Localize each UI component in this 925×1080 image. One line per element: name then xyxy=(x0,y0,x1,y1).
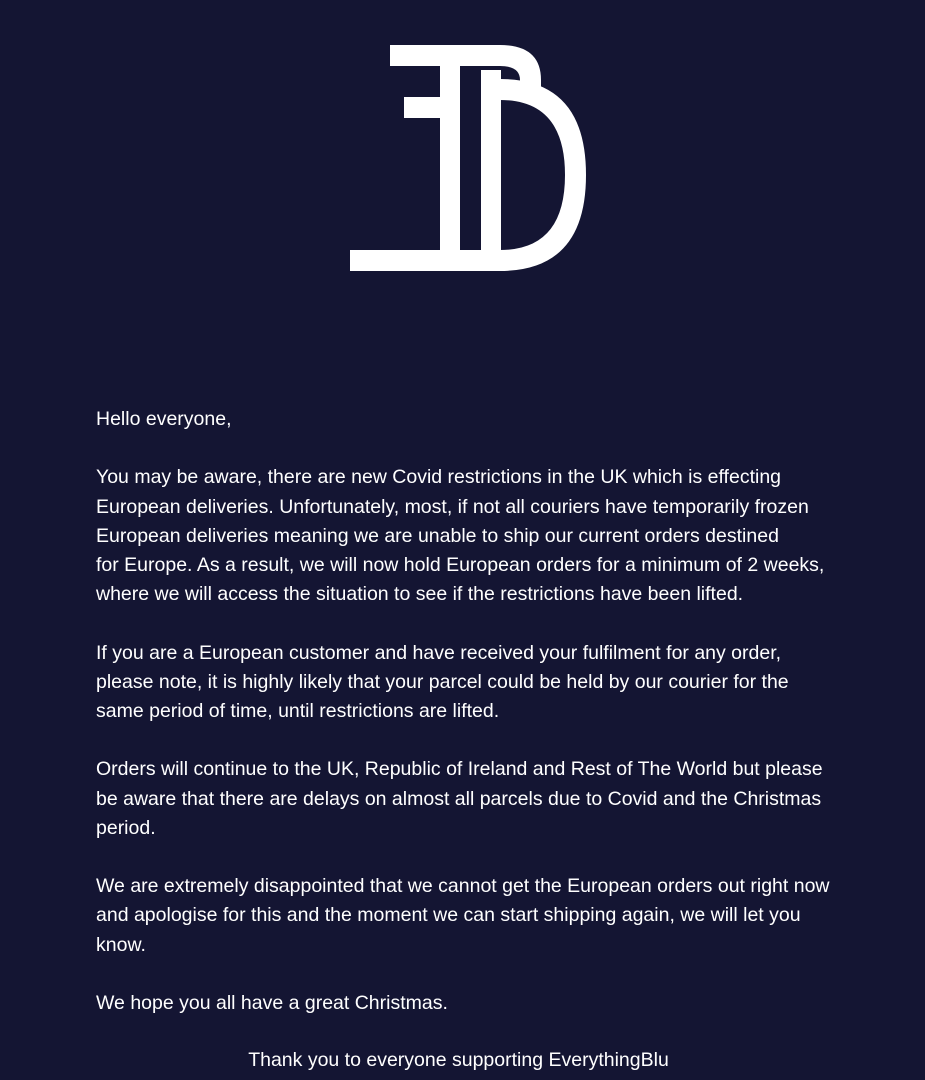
paragraph-christmas-wish: We hope you all have a great Christmas. xyxy=(96,991,448,1014)
signoff-text: Thank you to everyone supporting EverythingBlu xyxy=(248,1049,669,1071)
paragraph-other-orders: Orders will continue to the UK, Republic of Ireland and Rest of The World but please be aware that there are delays on almost all parcels due to Covid and the Christmas period. xyxy=(96,758,823,839)
paragraph-european-customers: If you are a European customer and have received your fulfilment for any order, please note, it is highly likely that your parcel could be held by our courier for the same period of time, until restrictions are lifted. xyxy=(96,641,789,722)
signoff xyxy=(0,1046,925,1075)
paragraph-apology: We are extremely disappointed that we cannot get the European orders out right now and apologise for this and the moment we can start shipping again, we will let you know. xyxy=(96,875,830,956)
everythingblu-logo xyxy=(346,40,590,275)
paragraph-restrictions: You may be aware, there are new Covid restrictions in the UK which is effecting European deliveries. Unfortunately, most, if not all couriers have temporarily frozen European deliveries meaning we are unable to ship our current orders destined for Europe. As a result, we will now hold European orders for a minimum of 2 weeks, where we will access the situation to see if the restrictions have been lifted. xyxy=(96,466,825,606)
letter-body xyxy=(96,405,856,1047)
greeting: Hello everyone, xyxy=(96,408,232,430)
